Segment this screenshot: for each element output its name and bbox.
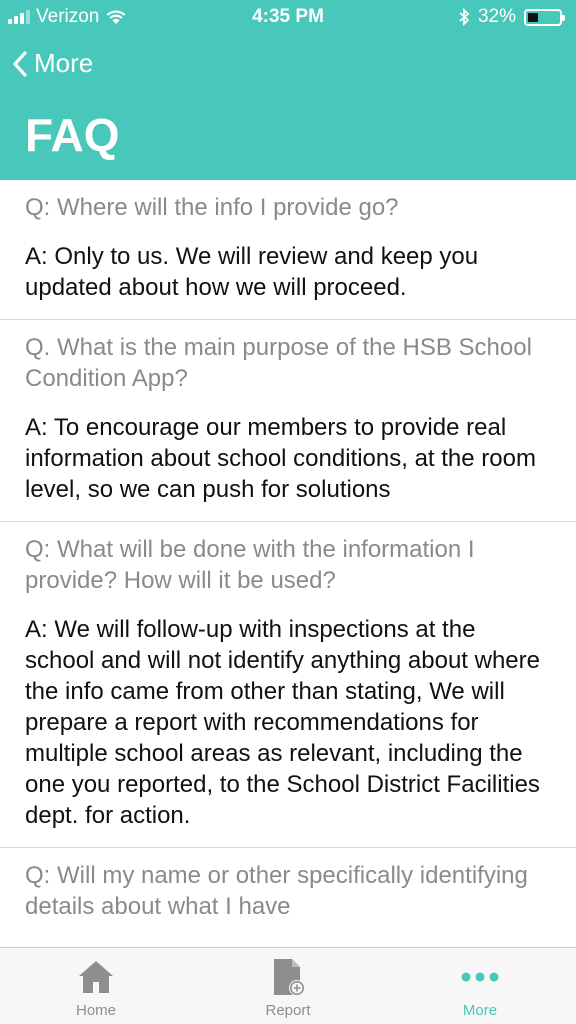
carrier-label: Verizon	[36, 6, 100, 27]
status-right	[458, 6, 562, 28]
tab-report-label: Report	[265, 1002, 311, 1019]
faq-item	[0, 320, 576, 522]
faq-question: Q: What will be done with the information I provide? How will it be used?	[25, 536, 475, 594]
faq-answer: A: We will follow-up with inspections at the school and will not identify anything about where the info came from other than stating, We will prepare a report with recommendations for multiple school areas as relevant, including the one you reported, to the School District Facilities dept. for action.	[25, 616, 540, 829]
faq-question: Q. What is the main purpose of the HSB School Condition App?	[25, 334, 532, 392]
report-icon	[270, 957, 306, 997]
page-title: FAQ	[25, 109, 120, 161]
status-time: 4:35 PM	[252, 6, 324, 27]
chevron-left-icon	[12, 50, 28, 78]
back-label: More	[34, 48, 94, 78]
tab-more[interactable]	[384, 956, 576, 1019]
tab-more-label: More	[462, 1002, 498, 1019]
home-icon	[77, 958, 115, 996]
battery-icon	[524, 9, 562, 26]
faq-list[interactable]	[0, 180, 576, 948]
faq-question: Q: Where will the info I provide go?	[25, 194, 399, 221]
tab-report[interactable]	[192, 956, 384, 1019]
tab-home-label: Home	[75, 1002, 116, 1019]
more-icon	[460, 971, 500, 983]
bluetooth-icon	[458, 8, 470, 26]
tab-home[interactable]	[0, 956, 192, 1019]
tab-bar	[0, 947, 576, 1024]
faq-item	[0, 848, 576, 948]
status-bar	[0, 0, 576, 34]
faq-answer: A: Only to us. We will review and keep you updated about how we will proceed.	[25, 243, 479, 301]
faq-item	[0, 522, 576, 848]
faq-question: Q: Will my name or other specifically identifying details about what I have	[25, 862, 528, 920]
back-button[interactable]	[12, 48, 93, 79]
header	[0, 0, 576, 180]
battery-percent: 32%	[477, 6, 516, 27]
faq-answer: A: To encourage our members to provide real information about school conditions, at the room level, so we can push for solutions	[25, 414, 536, 503]
faq-item	[0, 180, 576, 320]
